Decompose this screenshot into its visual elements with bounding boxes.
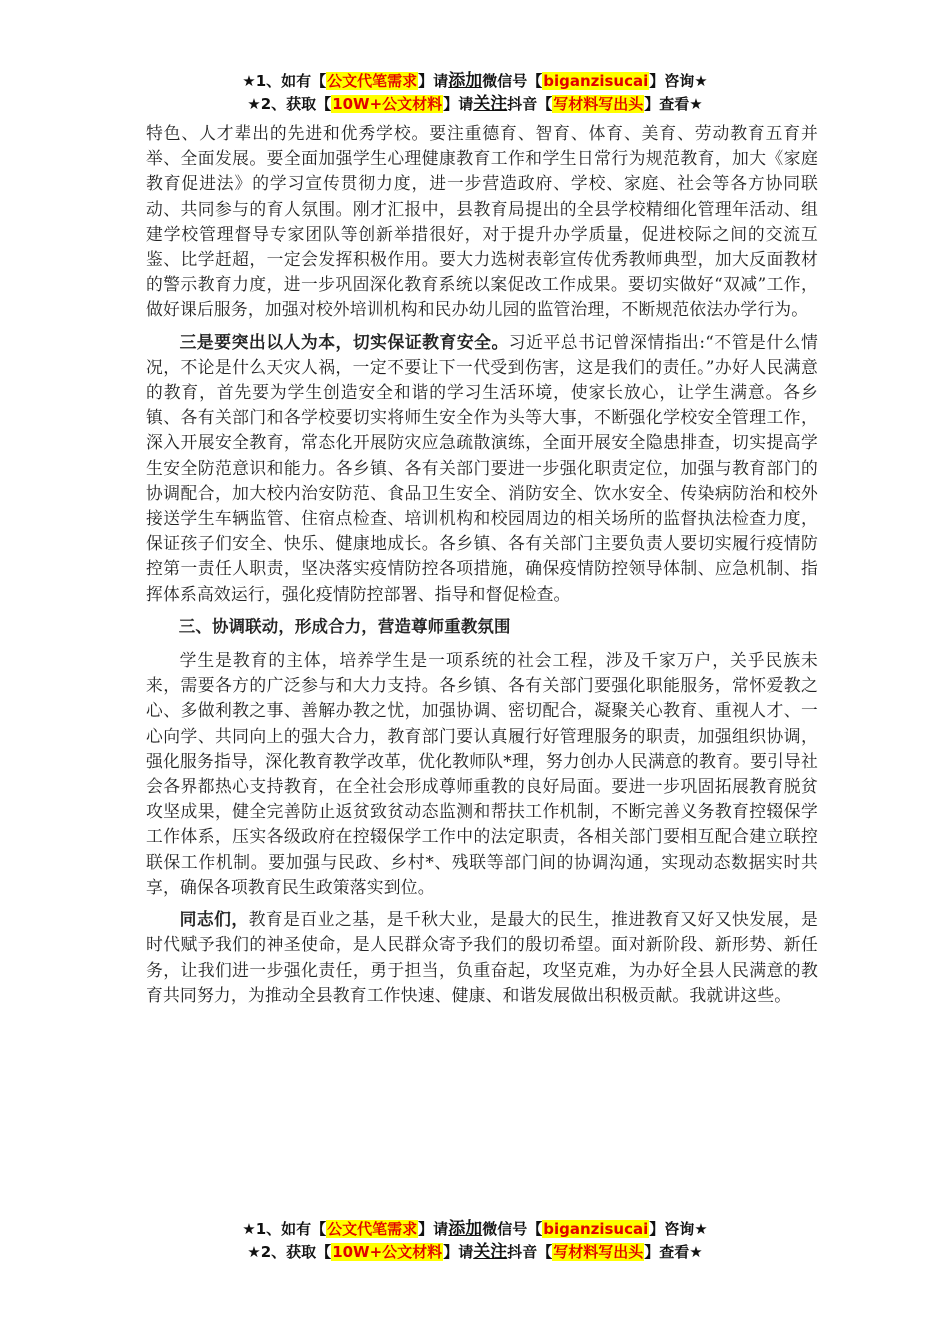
footer-line-2-emphasis: 关注: [473, 1242, 508, 1262]
header-line-1-mid: 】请: [418, 72, 449, 90]
footer-line-1-highlight-wechat: biganzisucai: [543, 1220, 649, 1238]
document-body: [146, 121, 818, 1015]
header-line-2-mid: 】请: [443, 95, 474, 113]
header-line-2-highlight-materials: 10W+公文材料: [332, 95, 443, 113]
paragraph-coordination: 学生是教育的主体，培养学生是一项系统的社会工程，涉及千家万户，关乎民族未来，需要各方的广泛参与和大力支持。各乡镇、各有关部门要强化职能服务，常怀爱教之心、多做利教之事、善解办教之忧，加强协调、密切配合，凝聚关心教育、重视人才、一心向学、共同向上的强大合力，教育部门要认真履行好管理服务的职责，加强组织协调，强化服务指导，深化教育教学改革，优化教师队*理，努力创办人民满意的教育。要引导社会各界都热心支持教育，在全社会形成尊师重教的良好局面。要进一步巩固拓展教育脱贫攻坚成果，健全完善防止返贫致贫动态监测和帮扶工作机制，不断完善义务教育控辍保学工作体系，压实各级政府在控辍保学工作中的法定职责，各相关部门要相互配合建立联控联保工作机制。要加强与民政、乡村*、残联等部门间的协调沟通，实现动态数据实时共享，确保各项教育民生政策落实到位。: [146, 650, 818, 897]
footer-line-1-mid: 】请: [418, 1220, 449, 1238]
paragraph-text: 习近平总书记曾深情指出:“不管是什么情况，不论是什么天灾人祸，一定不要让下一代受到伤害，这是我们的责任。”办好人民满意的教育，首先要为学生创造安全和谐的学习生活环境，使家长放心，让学生满意。各乡镇、各有关部门和各学校要切实将师生安全作为头等大事，不断强化学校安全管理工作，深入开展安全教育，常态化开展防灾应急疏散演练，全面开展安全隐患排查，切实提高学生安全防范意识和能力。各乡镇、各有关部门要进一步强化职责定位，加强与教育部门的协调配合，加大校内治安防范、食品卫生安全、消防安全、饮水安全、传染病防治和校外接送学生车辆监管、住宿点检查、培训机构和校园周边的相关场所的监督执法检查力度，保证孩子们安全、快乐、健康地成长。各乡镇、各有关部门主要负责人要切实履行疫情防控第一责任人职责，坚决落实疫情防控各项措施，确保疫情防控领导体制、应急机制、指挥体系高效运行，强化疫情防控部署、指导和督促检查。: [146, 331, 818, 604]
header-line-2-emphasis: 关注: [473, 94, 508, 114]
paragraph-text: 教育是百业之基，是千秋大业，是最大的民生，推进教育又好又快发展，是时代赋予我们的神圣使命，是人民群众寄予我们的殷切希望。面对新阶段、新形势、新任务，让我们进一步强化责任，勇于担当，负重奋起，攻坚克难，为办好全县人民满意的教育共同努力，为推动全县教育工作快速、健康、和谐发展做出积极贡献。我就讲这些。: [146, 909, 818, 1005]
header-line-1-highlight-service: 公文代笔需求: [327, 72, 418, 90]
paragraph-education-safety: [146, 330, 818, 607]
paragraph-lead-bold: 三是要突出以人为本，切实保证教育安全。: [179, 331, 509, 352]
footer-line-2-highlight-materials: 10W+公文材料: [332, 1243, 443, 1261]
footer-line-1-highlight-service: 公文代笔需求: [327, 1220, 418, 1238]
header-line-1: [0, 70, 950, 93]
header-line-1-highlight-wechat: biganzisucai: [543, 72, 649, 90]
header-line-1-emphasis: 添加: [448, 71, 483, 91]
paragraph-closing: [146, 907, 818, 1008]
paragraph-lead-bold: 同志们，: [179, 909, 249, 930]
paragraph-continuation: 特色、人才辈出的先进和优秀学校。要注重德育、智育、体育、美育、劳动教育五育并举、全面发展。要全面加强学生心理健康教育工作和学生日常行为规范教育，加大《家庭教育促进法》的学习宣传贯彻力度，进一步营造政府、学校、家庭、社会等各方协同联动、共同参与的育人氛围。刚才汇报中，县教育局提出的全县学校精细化管理年活动、组建学校管理督导专家团队等创新举措很好，对于提升办学质量，促进校际之间的交流互鉴、比学赶超，一定会发挥积极作用。要大力选树表彰宣传优秀教师典型，加大反面教材的警示教育力度，进一步巩固深化教育系统以案促改工作成果。要切实做好“双减”工作，做好课后服务，加强对校外培训机构和民办幼儿园的监管治理，不断规范依法办学行为。: [146, 123, 818, 320]
footer-line-1-suffix: 】咨询★: [649, 1220, 708, 1238]
footer-line-2-suffix: 】查看★: [644, 1243, 703, 1261]
header-line-2-suffix: 】查看★: [644, 95, 703, 113]
footer-line-2: [0, 1241, 950, 1264]
header-line-1-mid2: 微信号【: [482, 72, 543, 90]
header-line-2-highlight-douyin: 写材料写出头: [553, 95, 644, 113]
section-heading: 三、协调联动，形成合力，营造尊师重教氛围: [178, 616, 511, 636]
header-line-2-prefix: ★2、获取【: [247, 95, 332, 113]
footer-line-2-highlight-douyin: 写材料写出头: [553, 1243, 644, 1261]
footer-line-1: [0, 1218, 950, 1241]
header-banner: [0, 70, 950, 116]
header-line-2-mid2: 抖音【: [507, 95, 553, 113]
footer-banner: [0, 1218, 950, 1264]
footer-line-2-mid: 】请: [443, 1243, 474, 1261]
footer-line-1-mid2: 微信号【: [482, 1220, 543, 1238]
footer-line-1-emphasis: 添加: [448, 1219, 483, 1239]
header-line-2: [0, 93, 950, 116]
header-line-1-prefix: ★1、如有【: [242, 72, 327, 90]
header-line-1-suffix: 】咨询★: [649, 72, 708, 90]
footer-line-1-prefix: ★1、如有【: [242, 1220, 327, 1238]
footer-line-2-mid2: 抖音【: [507, 1243, 553, 1261]
footer-line-2-prefix: ★2、获取【: [247, 1243, 332, 1261]
